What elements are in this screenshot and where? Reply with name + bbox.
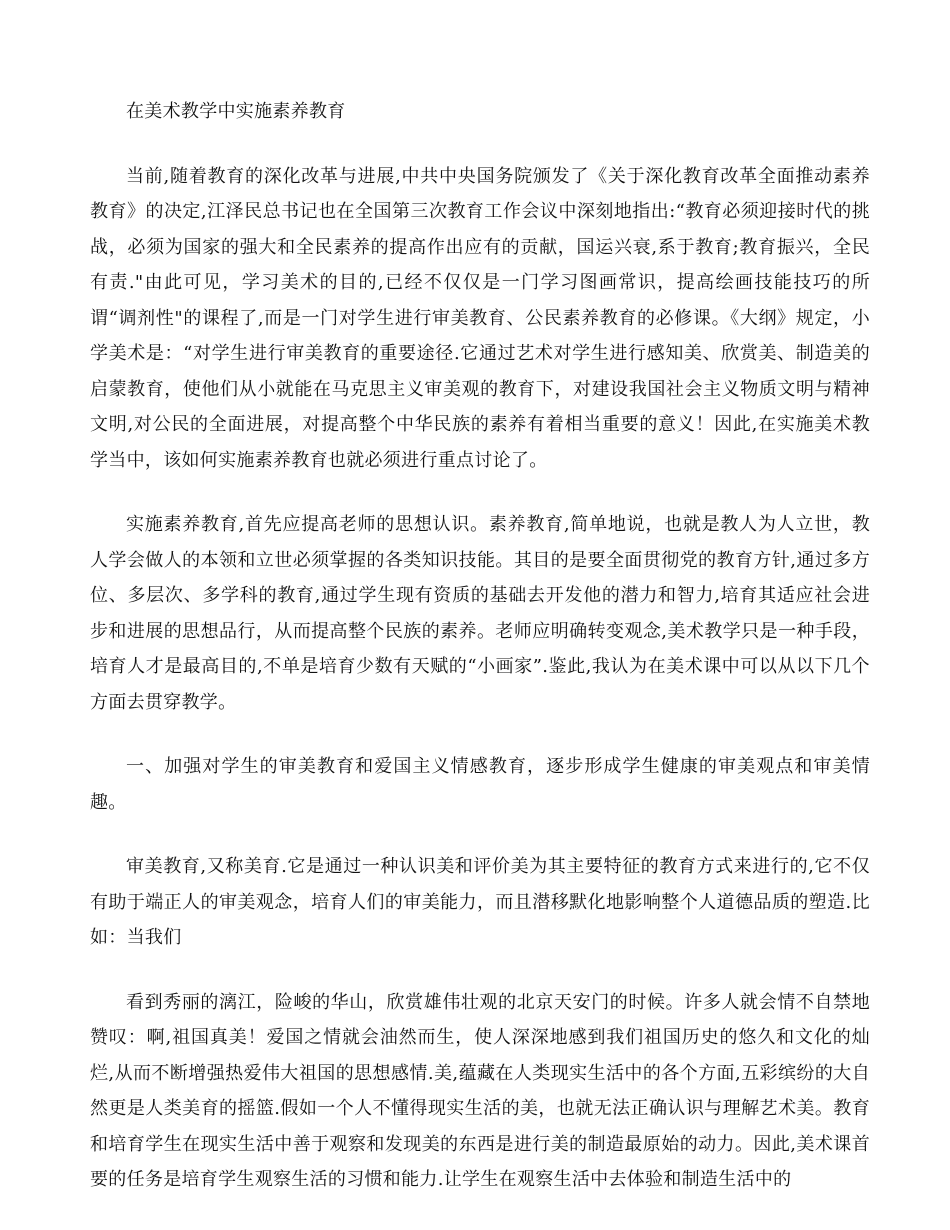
paragraph-teacher-awareness: 实施素养教育,首先应提高老师的思想认识。素养教育,简单地说，也就是教人为人立世，教人学会做人的本领和立世必须掌握的各类知识技能。其目的是要全面贯彻党的教育方针,通过多方位、多层次、多学科的教育,通过学生现有资质的基础去开发他的潜力和智力,培育其适应社会进步和进展的思想品行，从而提高整个民族的素养。老师应明确转变观念,美术教学只是一种手段，培育人才是最高目的,不单是培育少数有天赋的“小画家”.鉴此,我认为在美术课中可以从以下几个方面去贯穿教学。 [90, 514, 870, 713]
section-heading-aesthetic-education: 一、加强对学生的审美教育和爱国主义情感教育，逐步形成学生健康的审美观点和审美情趣。 [90, 756, 870, 813]
document-body [90, 94, 870, 1227]
paragraph-observation: 看到秀丽的漓江，险峻的华山，欣赏雄伟壮观的北京天安门的时候。许多人就会情不自禁地赞叹：啊,祖国真美！爱国之情就会油然而生，使人深深地感到我们祖国历史的悠久和文化的灿烂,从而不断增强热爱伟大祖国的思想感情.美,蕴藏在人类现实生活中的各个方面,五彩缤纷的大自然更是人类美育的摇篮.假如一个人不懂得现实生活的美，也就无法正确认识与理解艺术美。教育和培育学生在现实生活中善于观察和发现美的东西是进行美的制造最原始的动力。因此,美术课首要的任务是培育学生观察生活的习惯和能力.让学生在观察生活中去体验和制造生活中的 [90, 991, 870, 1190]
document-title: 在美术教学中实施素养教育 [126, 101, 346, 122]
paragraph-intro: 当前,随着教育的深化改革与进展,中共中央国务院颁发了《关于深化教育改革全面推动素养教育》的决定,江泽民总书记也在全国第三次教育工作会议中深刻地指出:“教育必须迎接时代的挑战，必须为国家的强大和全民素养的提高作出应有的贡献，国运兴衰,系于教育;教育振兴，全民有责."由此可见，学习美术的目的,已经不仅仅是一门学习图画常识，提高绘画技能技巧的所谓“调剂性"的课程了,而是一门对学生进行审美教育、公民素养教育的必修课。《大纲》规定，小学美术是：“对学生进行审美教育的重要途径.它通过艺术对学生进行感知美、欣赏美、制造美的启蒙教育，使他们从小就能在马克思主义审美观的教育下，对建设我国社会主义物质文明与精神文明,对公民的全面进展，对提高整个中华民族的素养有着相当重要的意义！因此,在实施美术教学当中，该如何实施素养教育也就必须进行重点讨论了。 [90, 165, 870, 471]
paragraph-aesthetic-definition: 审美教育,又称美育.它是通过一种认识美和评价美为其主要特征的教育方式来进行的,它不仅有助于端正人的审美观念，培育人们的审美能力，而且潜移默化地影响整个人道德品质的塑造.比如：当我们 [90, 856, 870, 948]
